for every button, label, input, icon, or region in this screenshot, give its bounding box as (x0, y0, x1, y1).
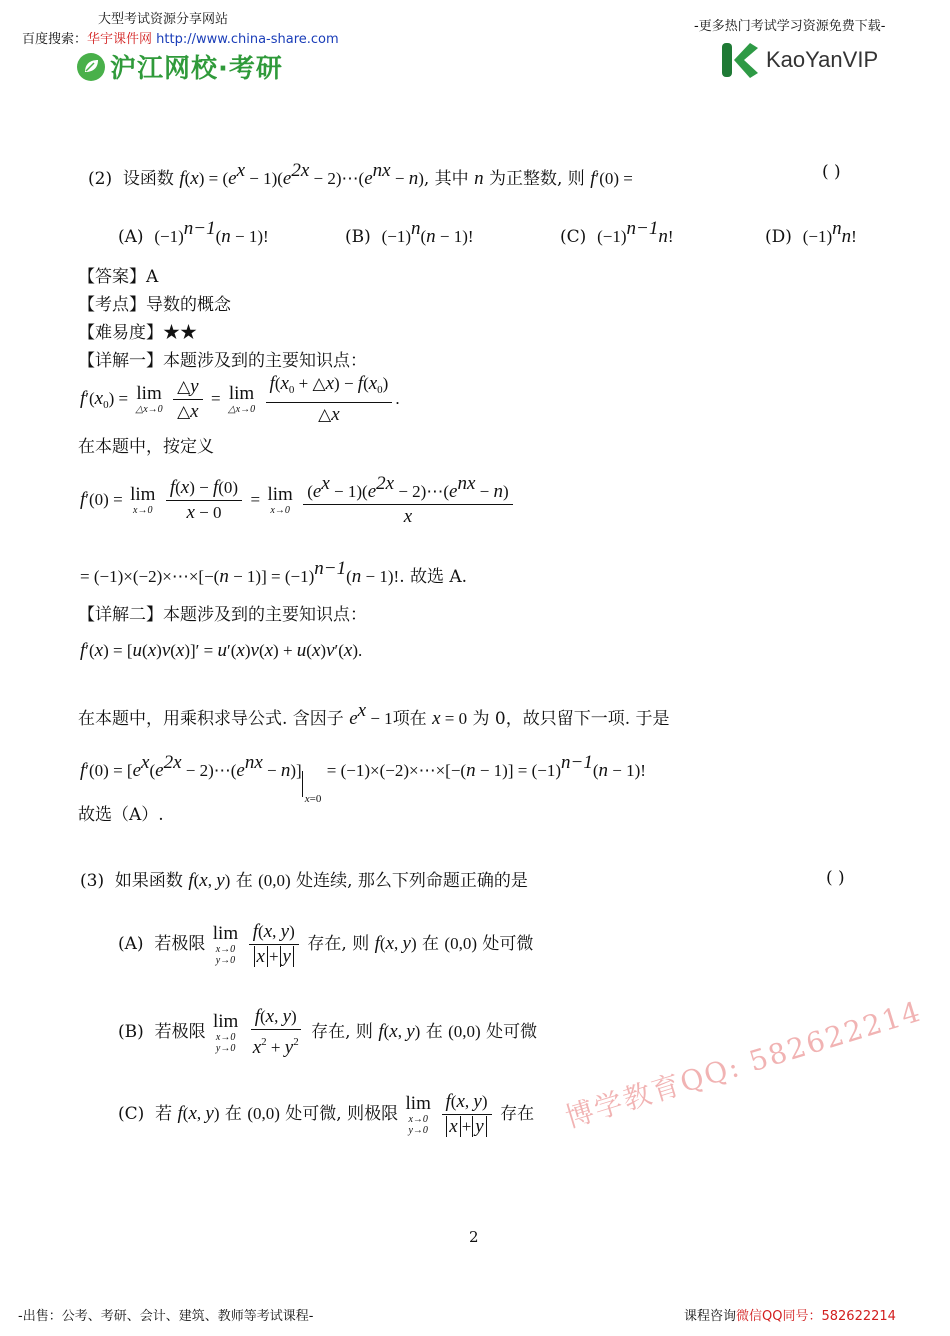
q2-option-a[interactable]: (A) $(-1)^{n-1}(n - 1)$! (118, 218, 269, 247)
page-number: 2 (469, 1228, 479, 1246)
q3-stem: (3) 如果函数 f(x, y) 在 (0,0) 处连续, 那么下列命题正确的是 (80, 870, 528, 891)
in-problem-text: 在本题中，按定义 (78, 437, 214, 457)
q2-option-b[interactable]: (B) $(-1)^n(n - 1)$! (345, 218, 474, 247)
watermark: 博学教育QQ: 582622214 (561, 994, 926, 1135)
solution2-text: 在本题中，用乘积求导公式. 含因子 $e^x - 1$项在 x = 0 为 0，故只留下一项. 于是 (78, 700, 670, 729)
search-hint: 百度搜索：华宇课件网 http://www.china-share.com (22, 32, 339, 47)
search-name: 华宇课件网 (87, 32, 153, 47)
q3-option-a[interactable]: (A) 若极限 lim x→0 y→0 $\frac{f(x, y)}{x + y}$ 存在, 则 f(x, y) 在 (0,0) 处可微 (118, 921, 534, 967)
answer-label: 【答案】A (78, 267, 159, 287)
keypoint-label: 【考点】导数的概念 (78, 295, 231, 315)
hujiang-logo: 沪江网校·考研 (76, 48, 283, 85)
k-logo-icon (720, 40, 760, 80)
final-choice: 故选（A）. (78, 805, 164, 825)
q2-option-c[interactable]: (C) $(-1)^{n-1}n$! (560, 218, 674, 247)
kaoyanvip-logo: KaoYanVIP (720, 40, 878, 80)
q3-option-b[interactable]: (B) 若极限 lim x→0 y→0 $\frac{f(x, y)}{x^2 + y^2}$ 存在, 则 f(x, y) 在 (0,0) 处可微 (118, 1006, 538, 1058)
definition-expansion: f′(0) = lim x→0 $\frac{f(x) - f(0)}{x - 0}$ = lim x→0 $\frac{(e^x - 1)(e^{2x} - 2)\cdots(e^{nx} - n)}{x}$ (80, 472, 516, 529)
solution2-result: $f'(0) = [e^x(e^{2x}$ − $2)\cdots(e^{nx} - n)]_{x=0}$ = (−1)×(−2)×⋯×[−(n − $1)] = (-1)^{n-1}(n - 1)$! (80, 752, 646, 805)
footer-right: 课程咨询微信QQ同号：582622214 (684, 1309, 896, 1324)
download-note: -更多热门考试学习资源免费下载- (694, 19, 886, 34)
q2-stem: (2) 设函数 $f(x) = (e^x - 1)(e^{2x}$ − $2)\cdots(e^{nx} - n)$, 其中 n 为正整数, 则 f′(0) = (88, 160, 633, 189)
result-line: = (−1)×(−2)×⋯×[−(n − $1)] = (-1)^{n-1}(n - 1)$!. 故选 A. (80, 558, 468, 587)
solution1-label: 【详解一】本题涉及到的主要知识点： (78, 351, 367, 371)
leaf-icon (76, 52, 106, 82)
site-tagline: 大型考试资源分享网站 (98, 12, 229, 27)
footer-left: -出售：公考、考研、会计、建筑、教师等考试课程- (18, 1309, 314, 1324)
product-rule: f′(x) = [u(x)v(x)]′ = u′(x)v(x) + u(x)v′(x). (80, 640, 363, 661)
q2-answer-blank: ( ) (822, 162, 841, 182)
solution2-label: 【详解二】本题涉及到的主要知识点： (78, 605, 367, 625)
q2-option-d[interactable]: (D) $(-1)^nn$! (765, 218, 857, 247)
q3-option-c[interactable]: (C) 若 f(x, y) 在 (0,0) 处可微, 则极限 lim x→0 y→0 $\frac{f(x, y)}{x + y}$ 存在 (118, 1091, 535, 1137)
derivative-definition: $f'(x_0)$ = lim △x→0 $\frac{\triangle y}{\triangle x}$ = lim △x→0 $\frac{f(x_0 + \triangle x) - f(x_0)}{\triangle x}$ . (80, 373, 400, 425)
difficulty-label: 【难易度】★★ (78, 323, 197, 343)
q3-answer-blank: ( ) (826, 868, 845, 888)
search-url[interactable]: http://www.china-share.com (156, 32, 339, 47)
